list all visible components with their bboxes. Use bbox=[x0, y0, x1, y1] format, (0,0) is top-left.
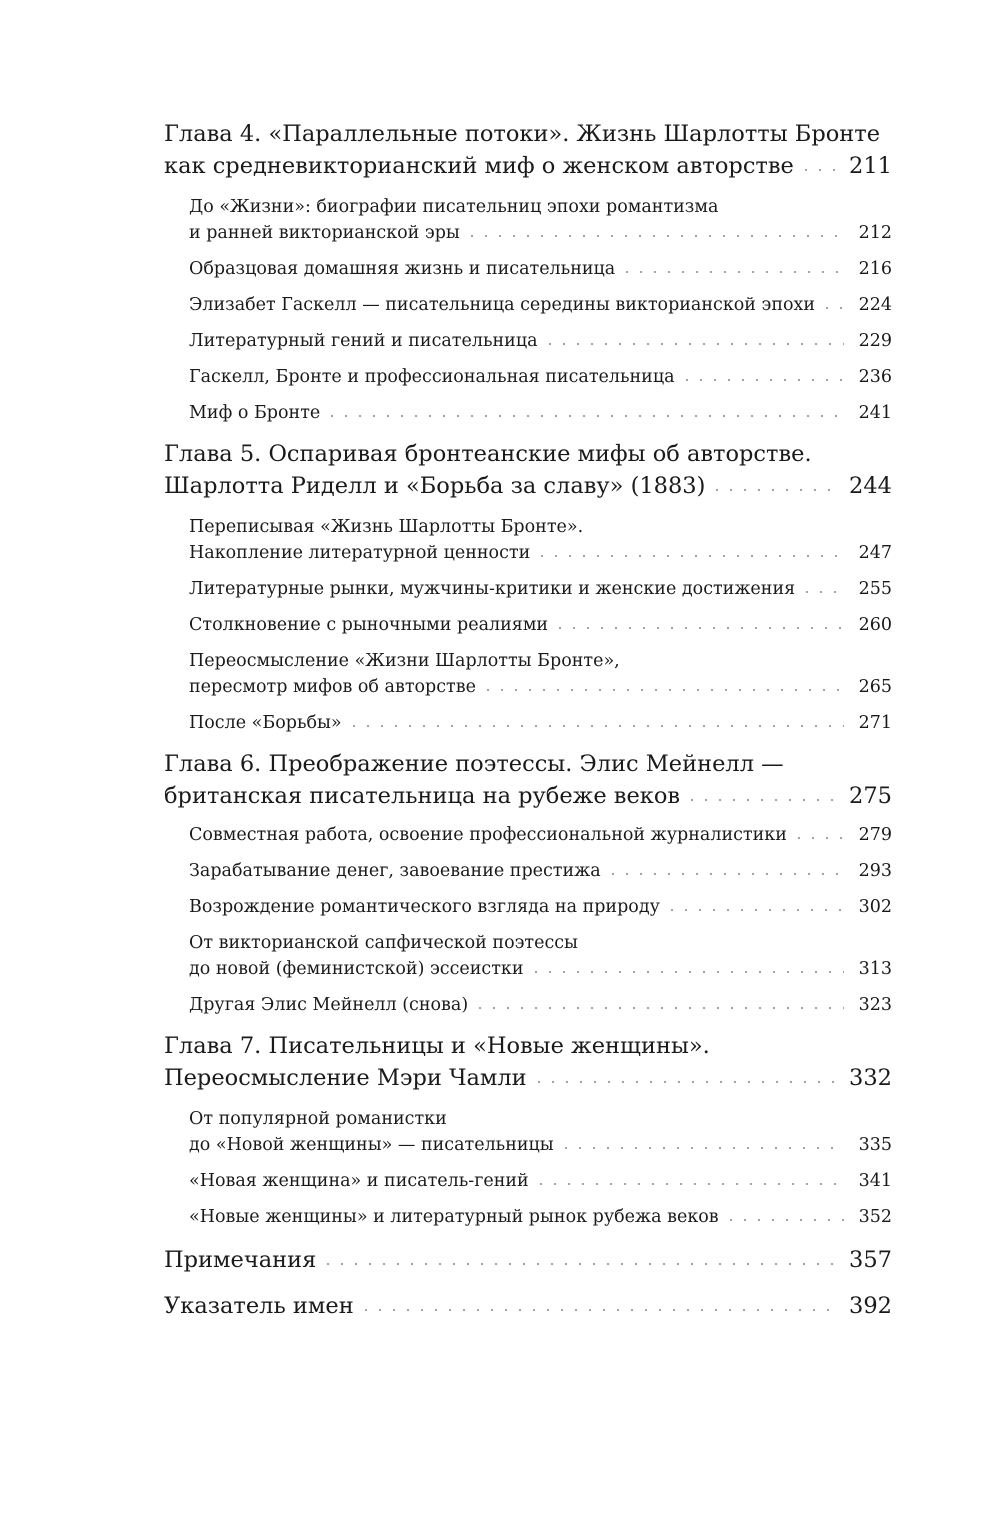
page-number: 241 bbox=[858, 403, 892, 423]
dot-leader bbox=[553, 613, 844, 631]
dot-leader bbox=[325, 401, 844, 419]
page-number: 323 bbox=[858, 995, 892, 1015]
toc-section-title: Возрождение романтического взгляда на природу bbox=[189, 897, 660, 917]
page-number: 332 bbox=[849, 1065, 892, 1091]
toc-section-7-1[interactable] bbox=[189, 1106, 892, 1158]
dot-leader bbox=[559, 1133, 844, 1151]
toc-notes-title: Примечания bbox=[164, 1247, 317, 1273]
toc-section-title: Столкновение с рыночными реалиями bbox=[189, 615, 549, 635]
page-number: 313 bbox=[858, 959, 892, 979]
toc-section-title: Литературный гений и писательница bbox=[189, 331, 538, 351]
toc-notes[interactable] bbox=[164, 1244, 892, 1276]
dot-leader bbox=[685, 781, 840, 804]
dot-leader bbox=[665, 895, 844, 913]
dot-leader bbox=[532, 1063, 840, 1086]
toc-section-6-4[interactable] bbox=[189, 930, 892, 982]
toc-index[interactable] bbox=[164, 1290, 892, 1322]
toc-chapter-7-title-line1: Глава 7. Писательницы и «Новые женщины». bbox=[164, 1033, 710, 1059]
toc-chapter-6-title-line2: британская писательница на рубеже веков bbox=[164, 783, 681, 809]
dot-leader bbox=[359, 1291, 840, 1314]
page-number: 229 bbox=[858, 331, 892, 351]
page-number: 216 bbox=[858, 259, 892, 279]
toc-chapter-7-title-line2: Переосмысление Мэри Чамли bbox=[164, 1065, 527, 1091]
toc-chapter-4-title-line1: Глава 4. «Параллельные потоки». Жизнь Шарлотты Бронте bbox=[164, 121, 881, 147]
dot-leader bbox=[535, 541, 844, 559]
dot-leader bbox=[543, 329, 844, 347]
page-number: 260 bbox=[858, 615, 892, 635]
dot-leader bbox=[481, 675, 844, 693]
page-number: 265 bbox=[858, 677, 892, 697]
toc-chapter-7[interactable] bbox=[164, 1030, 892, 1094]
table-of-contents bbox=[164, 118, 892, 1322]
toc-section-6-3[interactable] bbox=[189, 894, 892, 920]
dot-leader bbox=[680, 365, 844, 383]
toc-section-title: Совместная работа, освоение профессиональной журналистики bbox=[189, 825, 787, 845]
dot-leader bbox=[606, 859, 844, 877]
toc-chapter-6[interactable] bbox=[164, 748, 892, 812]
toc-section-title-line1: Переосмысление «Жизни Шарлотты Бронте», bbox=[189, 651, 620, 671]
toc-section-title: Элизабет Гаскелл — писательница середины викторианской эпохи bbox=[189, 295, 816, 315]
toc-section-5-3[interactable] bbox=[189, 612, 892, 638]
toc-section-6-1[interactable] bbox=[189, 822, 892, 848]
toc-section-title: Литературные рынки, мужчины-критики и женские достижения bbox=[189, 579, 796, 599]
dot-leader bbox=[473, 993, 844, 1011]
toc-chapter-5-title-line2: Шарлотта Риделл и «Борьба за славу» (1883) bbox=[164, 473, 706, 499]
toc-section-title: «Новые женщины» и литературный рынок рубежа веков bbox=[189, 1207, 719, 1227]
toc-section-5-5[interactable] bbox=[189, 710, 892, 736]
toc-section-5-4[interactable] bbox=[189, 648, 892, 700]
toc-chapter-5-title-line1: Глава 5. Оспаривая бронтеанские мифы об авторстве. bbox=[164, 441, 812, 467]
toc-index-title: Указатель имен bbox=[164, 1293, 354, 1319]
dot-leader bbox=[321, 1245, 840, 1268]
dot-leader bbox=[820, 293, 844, 311]
toc-section-4-2[interactable] bbox=[189, 256, 892, 282]
page-number: 279 bbox=[858, 825, 892, 845]
toc-section-4-6[interactable] bbox=[189, 400, 892, 426]
page-number: 236 bbox=[858, 367, 892, 387]
toc-section-title-line1: От популярной романистки bbox=[189, 1109, 447, 1129]
toc-chapter-6-title-line1: Глава 6. Преображение поэтессы. Элис Мейнелл — bbox=[164, 751, 784, 777]
page-number: 244 bbox=[849, 473, 892, 499]
toc-section-4-4[interactable] bbox=[189, 328, 892, 354]
toc-section-5-2[interactable] bbox=[189, 576, 892, 602]
toc-section-title-line1: До «Жизни»: биографии писательниц эпохи романтизма bbox=[189, 197, 719, 217]
dot-leader bbox=[799, 151, 840, 174]
toc-chapter-4[interactable] bbox=[164, 118, 892, 182]
toc-section-title-line2: до «Новой женщины» — писательницы bbox=[189, 1135, 554, 1155]
toc-section-title: Зарабатывание денег, завоевание престижа bbox=[189, 861, 601, 881]
dot-leader bbox=[710, 471, 840, 494]
toc-section-title-line2: пересмотр мифов об авторстве bbox=[189, 677, 476, 697]
page-number: 302 bbox=[858, 897, 892, 917]
toc-section-title: Образцовая домашняя жизнь и писательница bbox=[189, 259, 616, 279]
toc-section-title-line1: Переписывая «Жизнь Шарлотты Бронте». bbox=[189, 517, 584, 537]
toc-section-6-2[interactable] bbox=[189, 858, 892, 884]
dot-leader bbox=[724, 1205, 844, 1223]
page-number: 271 bbox=[858, 713, 892, 733]
page-number: 357 bbox=[849, 1247, 892, 1273]
page-number: 255 bbox=[858, 579, 892, 599]
dot-leader bbox=[465, 221, 844, 239]
page-number: 211 bbox=[849, 153, 892, 179]
toc-section-title: Миф о Бронте bbox=[189, 403, 321, 423]
toc-section-title: Гаскелл, Бронте и профессиональная писательница bbox=[189, 367, 675, 387]
dot-leader bbox=[534, 1169, 844, 1187]
toc-section-title-line2: Накопление литературной ценности bbox=[189, 543, 531, 563]
dot-leader bbox=[620, 257, 844, 275]
toc-section-4-5[interactable] bbox=[189, 364, 892, 390]
page-number: 212 bbox=[858, 223, 892, 243]
toc-section-title-line1: От викторианской сапфической поэтессы bbox=[189, 933, 578, 953]
toc-section-title: После «Борьбы» bbox=[189, 713, 342, 733]
toc-section-7-2[interactable] bbox=[189, 1168, 892, 1194]
toc-chapter-4-title-line2: как средневикторианский миф о женском авторстве bbox=[164, 153, 794, 179]
toc-section-title: Другая Элис Мейнелл (снова) bbox=[189, 995, 469, 1015]
page-number: 392 bbox=[849, 1293, 892, 1319]
toc-section-4-3[interactable] bbox=[189, 292, 892, 318]
toc-section-4-1[interactable] bbox=[189, 194, 892, 246]
page-number: 341 bbox=[858, 1171, 892, 1191]
page-number: 275 bbox=[849, 783, 892, 809]
toc-chapter-5[interactable] bbox=[164, 438, 892, 502]
toc-section-title-line2: до новой (феминистской) эссеистки bbox=[189, 959, 524, 979]
dot-leader bbox=[800, 577, 844, 595]
toc-section-7-3[interactable] bbox=[189, 1204, 892, 1230]
page-number: 293 bbox=[858, 861, 892, 881]
page-number: 335 bbox=[858, 1135, 892, 1155]
page-number: 247 bbox=[858, 543, 892, 563]
toc-section-6-5[interactable] bbox=[189, 992, 892, 1018]
page-number: 224 bbox=[858, 295, 892, 315]
toc-section-5-1[interactable] bbox=[189, 514, 892, 566]
dot-leader bbox=[529, 957, 845, 975]
page-number: 352 bbox=[858, 1207, 892, 1227]
dot-leader bbox=[347, 711, 844, 729]
toc-section-title: «Новая женщина» и писатель-гений bbox=[189, 1171, 529, 1191]
dot-leader bbox=[792, 823, 844, 841]
toc-section-title-line2: и ранней викторианской эры bbox=[189, 223, 460, 243]
